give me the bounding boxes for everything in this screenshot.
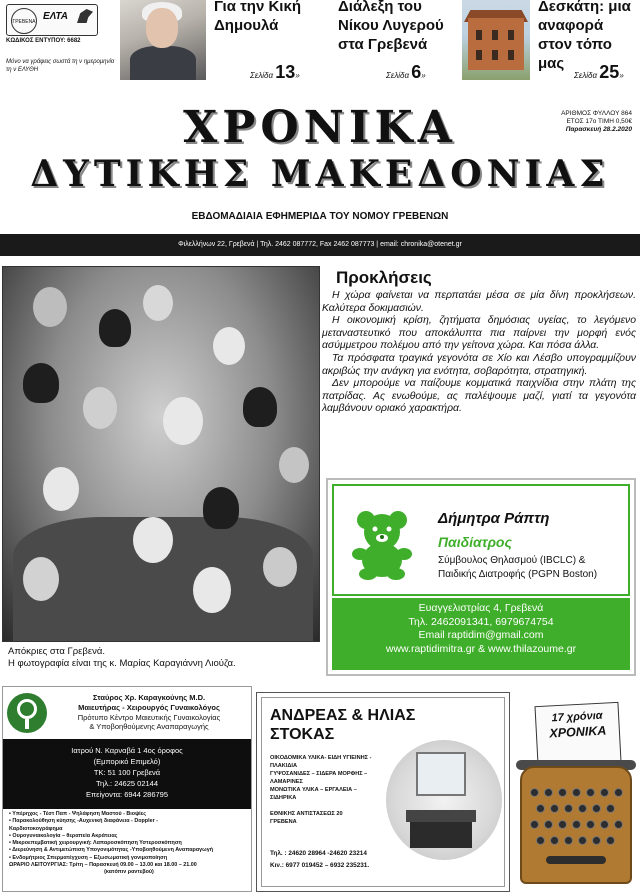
list-item: ΕΘΝΙΚΗΣ ΑΝΤΙΣΤΑΣΕΩΣ 20 (270, 811, 343, 817)
gynecologist-contact (3, 739, 251, 809)
list-item: • Μικροεπεμβατική χειρουργική: Λαπαροσκόπηση Υστεροσκόπηση (9, 840, 182, 847)
description-line: Σύμβουλος Θηλασμού (IBCLC) & (438, 555, 586, 566)
doctor-title: Μαιευτήρας - Χειρουργός Γυναικολόγος (78, 702, 220, 712)
list-item: (κατόπιν ραντεβού) (104, 869, 154, 876)
issue-number: ΑΡΙΘΜΟΣ ΦΥΛΛΟΥ 864 (561, 110, 632, 117)
caption-line: Απόκριες στα Γρεβενά. (8, 646, 105, 657)
address: Ιατρού Ν. Καρναβά 1 4ος όροφος (71, 746, 183, 755)
contact-bar: Φιλελλήνων 22, Γρεβενά | Τηλ. 2462 087772, Fax 2462 087773 | email: chronika@otenet.gr (0, 234, 640, 256)
teaser-page-ref (250, 62, 300, 83)
gynecologist-ad[interactable] (2, 686, 252, 892)
services-list (9, 811, 249, 877)
editorial-paragraph: Τα πρόσφατα τραγικά γεγονότα σε Χίο και Λέσβο υπογραμμίζουν ακριβώς την ανάγκη για ενότητα, σοβαρότητα, στρατηγική. (322, 352, 636, 377)
phone[interactable]: Τηλ.: 24625 02144 (96, 779, 158, 788)
header-note: Μόνο να γράφεις σωστά τη ν ημερομηνία τη ν ΕΛΥΘΗ (6, 59, 115, 73)
email-link[interactable]: Email raptidim@gmail.com (418, 629, 544, 641)
address: (Εμπορικό Επιμελό) (93, 757, 161, 766)
editorial-paragraph: Η οικονομική κρίση, ζητήματα δημόσιας υγείας, το λεγόμενο μεταναστευτικό που αποκάλυπτα πια παίρνει την μορφή ενός ασύμμετρου πολέμου από την γείτονα χώρα. Και πόσα άλλα. (322, 315, 636, 352)
list-item (270, 802, 380, 810)
center-line: & Υποβοηθούμενης Αναπαραγωγής (89, 722, 209, 732)
store-phones (270, 848, 430, 872)
list-item: Καρδιοτοκογράφημα (9, 825, 63, 832)
postage-stamp (6, 4, 98, 36)
caption-line: Η φωτογραφία είναι της κ. Μαρίας Καραγιάννη Λιούζα. (8, 658, 236, 669)
center-line: Πρότυπο Κέντρο Μαιευτικής Γυναικολογίας (77, 712, 221, 722)
doctor-description (438, 554, 628, 582)
anniversary-brand: ΧΡΟΝΙΚΑ (549, 723, 607, 741)
typewriter-paper (534, 702, 621, 766)
page-label: Σελίδα (386, 71, 410, 80)
doctor-name: Σταύρος Χρ. Καραγκούνης M.D. (92, 693, 206, 702)
issue-date: Παρασκευή 28.2.2020 (565, 126, 632, 133)
building-materials-ad[interactable] (256, 692, 510, 892)
teaser-title[interactable]: Διάλεξη του Νίκου Λυγερού στα Γρεβενά (338, 0, 444, 53)
teaser-photo-portrait[interactable] (120, 0, 206, 80)
chevron-right-icon: » (421, 71, 426, 80)
list-item: • Ενδομήτριος Σπερματέγχυση – Εξωσωματική γονιμοποίηση (9, 854, 168, 861)
phone[interactable]: Τηλ. : 24620 28964 -24620 23214 (270, 850, 367, 857)
page-number: 25 (599, 62, 620, 82)
product-list (270, 754, 380, 826)
female-symbol-icon (7, 693, 47, 733)
issue-year-price: ΕΤΟΣ 17ο ΤΙΜΗ 0,50€ (566, 118, 632, 125)
phone[interactable]: Τηλ. 2462091341, 6979674754 (408, 615, 554, 628)
postal-code: ΤΚ: 51 100 Γρεβενά (93, 768, 161, 777)
mobile-phone[interactable]: Κιν.: 6977 019452 – 6932 235231. (270, 862, 370, 869)
stamp-brand: ΕΛΤΑ (43, 11, 69, 22)
masthead-subtitle: ΔΥΤΙΚΗΣ ΜΑΚΕΔΟΝΙΑΣ (30, 153, 610, 195)
list-item: ΓΥΨΟΣΑΝΙΔΕΣ – ΣΙΔΕΡΑ ΜΟΡΦΗΣ – (270, 771, 368, 777)
emergency-phone[interactable]: Επείγοντα: 6944 286795 (85, 790, 168, 799)
editorial-title: Προκλήσεις (336, 268, 432, 287)
bathroom-photo (386, 740, 502, 860)
teaser-page-ref (386, 62, 426, 83)
pediatrician-ad-header (332, 484, 630, 596)
list-item: ΠΛΑΚΙΔΙΑ (270, 763, 298, 769)
editorial-paragraph: Δεν μπορούμε να παίζουμε κομματικά παιχνίδια στην πλάτη της πατρίδας. Ας ενωθούμε, ας παλέψουμε μαζί, γιατί τα γεγονότα λαμβάνουν οριακό χαρακτήρα. (322, 378, 636, 415)
list-item: • Διερεύνηση & Αντιμετώπιση Υπογονιμότητας -Υποβοηθούμενη Αναπαραγωγή (9, 847, 213, 854)
gynecologist-header (51, 693, 247, 732)
list-item: ΛΑΜΑΡΙΝΕΣ (270, 779, 303, 785)
list-item: ΟΙΚΟΔΟΜΙΚΑ ΥΛΙΚΑ- ΕΙΔΗ ΥΓΙΕΙΝΗΣ - (270, 755, 372, 761)
stamp-city: ΓΡΕΒΕΝΑ (11, 8, 37, 34)
chevron-right-icon: » (619, 71, 624, 80)
list-item: • Ουρογυναικολογία – θεραπεία Ακράτειας (9, 832, 118, 839)
teaser-title[interactable]: Για την Κική Δημουλά (214, 0, 301, 34)
horse-icon (77, 9, 93, 23)
teaser-photo-building[interactable] (462, 0, 530, 80)
typewriter-icon (520, 766, 632, 884)
anniversary-ad[interactable] (514, 692, 638, 892)
editorial-body (322, 290, 636, 416)
list-item: • Υπέρηχος - Τέστ Παπ - Ψηλάφηση Μαστού - Βιοψίες (9, 811, 147, 817)
teaser-title[interactable]: Δεσκάτη: μια αναφορά στον τόπο μας (538, 0, 631, 72)
masthead-title: ΧΡΟΝΙΚΑ (183, 102, 457, 153)
list-item: ΓΡΕΒΕΝΑ (270, 819, 297, 825)
pediatrician-ad[interactable] (326, 478, 636, 676)
chevron-right-icon: » (295, 71, 300, 80)
description-line: Παιδικής Διατροφής (PGPN Boston) (438, 569, 598, 580)
list-item: ΩΡΑΡΙΟ ΛΕΙΤΟΥΡΓΙΑΣ: Τρίτη – Παρασκευή 09.00 – 13.00 και 18.00 – 21.00 (9, 862, 197, 869)
masthead-tagline: ΕΒΔΟΜΑΔΙΑΙΑ ΕΦΗΜΕΡΙΔΑ ΤΟΥ ΝΟΜΟΥ ΓΡΕΒΕΝΩΝ (191, 211, 449, 222)
page-label: Σελίδα (574, 71, 598, 80)
editorial-paragraph: Η χώρα φαίνεται να περπατάει μέσα σε μία δίνη προκλήσεων. Καλύτερα δοκιμασιών. (322, 290, 636, 314)
carnival-photo[interactable] (2, 266, 320, 642)
teddy-bear-icon (346, 508, 418, 580)
page-number: 13 (275, 62, 296, 82)
postal-code: ΚΩΔΙΚΟΣ ΕΝΤΥΠΟΥ: 6682 (6, 38, 81, 44)
teaser-page-ref (574, 62, 624, 83)
anniversary-years: 17 χρόνια (551, 709, 603, 725)
address: Ευαγγελιστρίας 4, Γρεβενά (418, 602, 544, 614)
website-link[interactable]: www.raptidimitra.gr & www.thilazoume.gr (385, 642, 577, 655)
list-item: ΣΙΔΗΡΙΚΑ (270, 795, 297, 801)
list-item: ΜΟΝΩΤΙΚΑ ΥΛΙΚΑ – ΕΡΓΑΛΕΙΑ – (270, 787, 357, 793)
page-label: Σελίδα (250, 71, 274, 80)
page-number: 6 (411, 62, 422, 82)
issue-info (532, 110, 632, 134)
doctor-specialty: Παιδίατρος (438, 534, 512, 550)
store-name: ΑΝΔΡΕΑΣ & ΗΛΙΑΣ ΣΤΟΚΑΣ (270, 707, 416, 743)
photo-caption (8, 646, 328, 670)
list-item: • Παρακολούθηση κύησης -Αυχενική διαφάνεια - Doppler - (9, 818, 158, 825)
doctor-name: Δήμητρα Ράπτη (438, 510, 550, 527)
pediatrician-contact (332, 598, 630, 670)
